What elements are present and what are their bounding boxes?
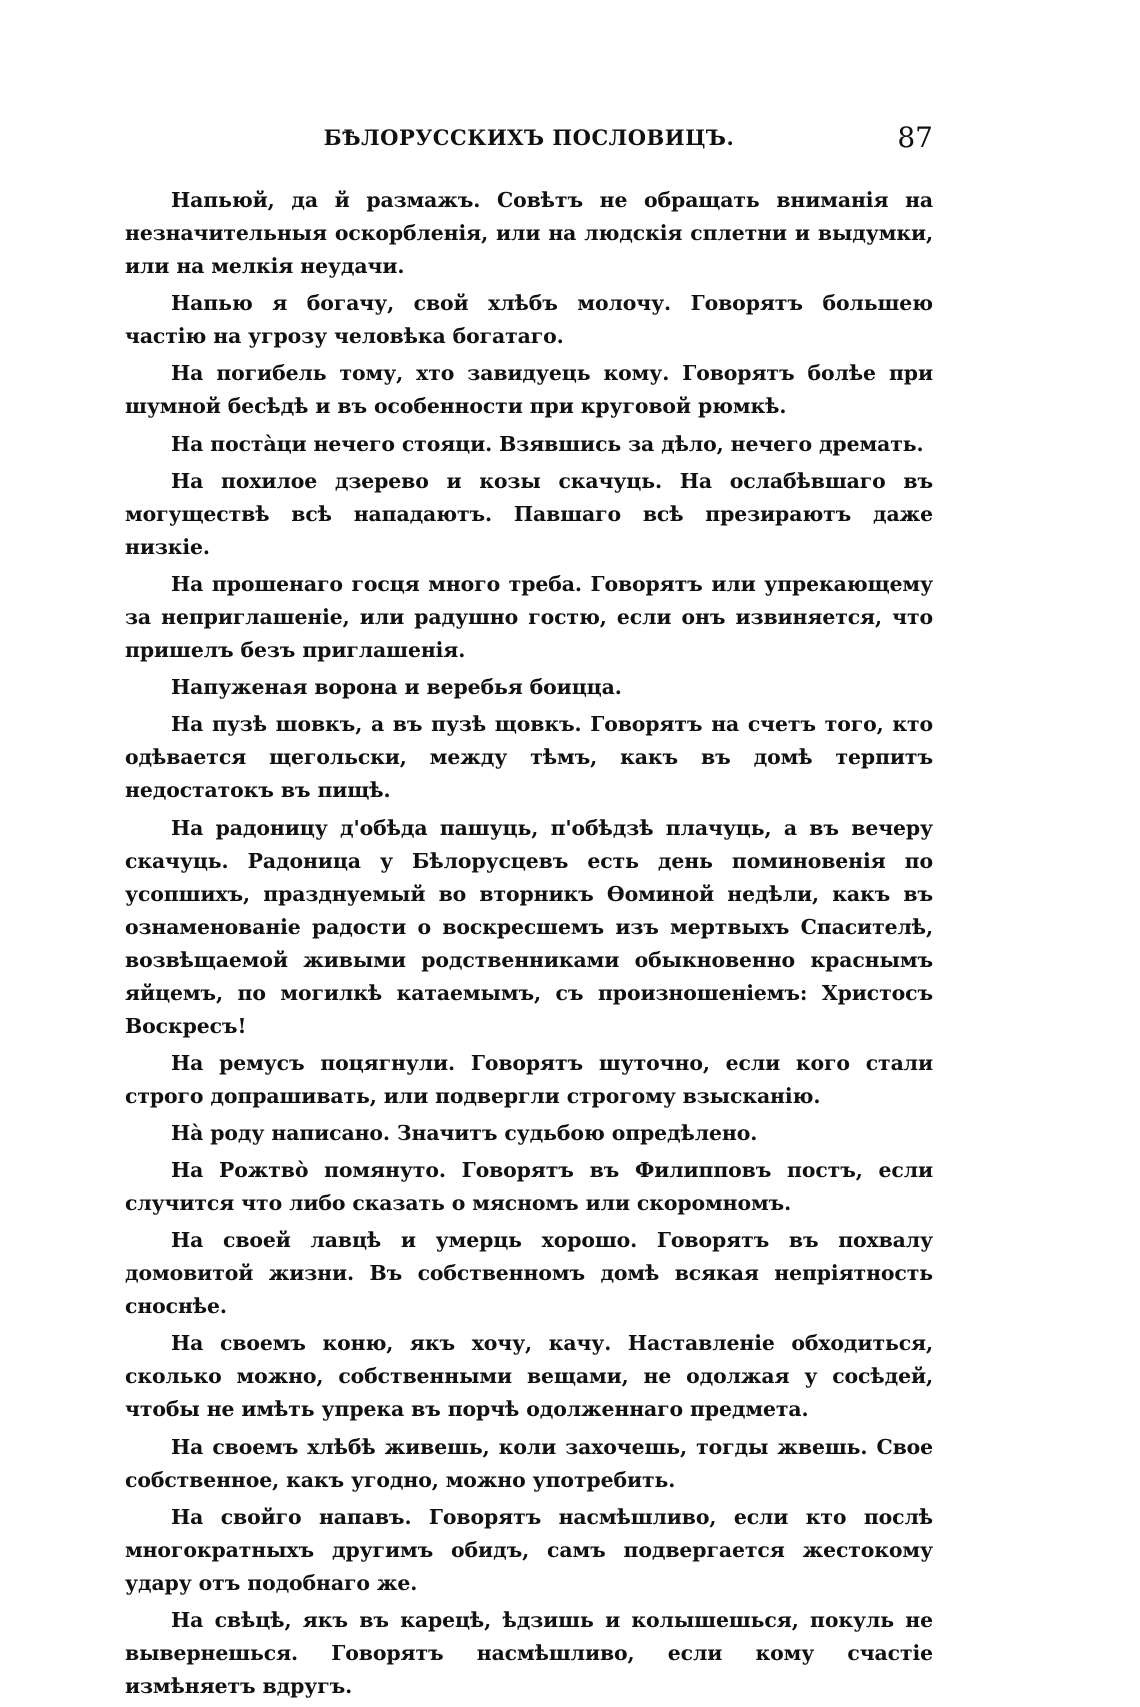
page-number: 87 <box>897 121 933 154</box>
proverb-text: На своемъ хлѣбѣ живешь, коли захочешь, тогды жвешь. <box>171 1434 868 1459</box>
proverb-comment: Радоница у Бѣлорусцевъ есть день поминовенія по усопшихъ, празднуемый во вторникъ Ѳоминой недѣли, какъ въ ознаменованіе радости о воскресшемъ изъ мертвыхъ Спасителѣ, возвѣщаемой живыми родственниками обыкновенно краснымъ яйцемъ, по могилкѣ катаемымъ, съ произношеніемъ: Христосъ Воскресъ! <box>125 848 933 1038</box>
proverb-entry <box>125 428 933 461</box>
proverb-text: На своей лавцѣ и умерць хорошо. <box>171 1228 638 1253</box>
proverb-entry <box>125 671 933 704</box>
proverb-text: На постàци нечего стояци. <box>171 431 493 456</box>
proverb-entry <box>125 184 933 283</box>
proverb-entry <box>125 568 933 667</box>
proverb-comment: На ослабѣвшаго въ могуществѣ всѣ нападаютъ. Павшаго всѣ презираютъ даже низкіе. <box>125 468 934 559</box>
proverb-entry <box>125 1224 933 1323</box>
proverb-text: Напуженая ворона и веребья боицца. <box>171 675 622 700</box>
proverb-comment: Свое собственное, какъ угодно, можно употребить. <box>125 1434 934 1492</box>
proverb-entry <box>125 1327 933 1426</box>
proverb-comment: Наставленіе обходиться, сколько можно, собственными вещами, не одолжая у сосѣдей, чтобы не имѣть упрека въ порчѣ одолженнаго предмета. <box>125 1331 933 1422</box>
proverb-comment: Говорятъ болѣе при шумной бесѣдѣ и въ особенности при круговой рюмкѣ. <box>125 361 933 419</box>
proverb-text: На своемъ коню, якъ хочу, качу. <box>171 1331 612 1356</box>
proverb-entry <box>125 1047 933 1113</box>
proverb-comment: Говорятъ на счетъ того, кто одѣвается щегольски, между тѣмъ, какъ въ домѣ терпитъ недостатокъ въ пищѣ. <box>125 712 934 803</box>
proverb-text: На погибель тому, хто завидуець кому. <box>171 361 670 386</box>
proverb-comment: Говорятъ насмѣшливо, если кто послѣ многократныхъ другимъ обидъ, самъ подвергается жестокому удару отъ подобнаго же. <box>125 1504 934 1595</box>
proverb-text: На радоницу д'обѣда пашуць, п'обѣдзѣ плачуць, а въ вечеру скачуць. <box>125 815 933 873</box>
proverb-text: На ремусъ поцягнули. <box>171 1050 456 1075</box>
proverb-entry <box>125 357 933 423</box>
proverb-text: Напью я богачу, свой хлѣбъ молочу. <box>171 291 672 316</box>
proverb-entry <box>125 1431 933 1497</box>
proverb-comment: Говорятъ шуточно, если кого стали строго допрашивать, или подвергли строгому взысканію. <box>125 1050 933 1108</box>
proverb-text: На пузѣ шовкъ, а въ пузѣ щовкъ. <box>171 712 582 737</box>
proverb-text: На свойго напавъ. <box>171 1504 412 1529</box>
proverb-list <box>125 184 933 1707</box>
running-head <box>125 118 933 158</box>
proverb-entry <box>125 1117 933 1150</box>
proverb-comment: Говорятъ въ похвалу домовитой жизни. Въ собственномъ домѣ всякая непріятность сноснѣе. <box>125 1228 934 1319</box>
proverb-comment: Говорятъ большею частію на угрозу человѣка богатаго. <box>125 291 933 349</box>
proverb-entry <box>125 1154 933 1220</box>
proverb-entry <box>125 708 933 807</box>
proverb-text: На свѣцѣ, якъ въ карецѣ, ѣдзишь и колышешься, покуль не вывернешься. <box>125 1608 933 1665</box>
proverb-comment: Говорятъ насмѣшливо, если кому счастіе измѣняетъ вдругъ. <box>125 1641 934 1698</box>
proverb-entry <box>125 465 933 564</box>
proverb-comment: Взявшись за дѣло, нечего дремать. <box>499 431 924 456</box>
proverb-comment: Совѣтъ не обращать вниманія на незначительныя оскорбленія, или на людскія сплетни и выдумки, или на мелкія неудачи. <box>125 188 934 278</box>
proverb-entry <box>125 1501 933 1600</box>
proverb-text: На Рожтвò помянуто. <box>171 1158 446 1183</box>
proverb-comment: Говорятъ въ Филипповъ постъ, если случится что либо сказать о мясномъ или скоромномъ. <box>125 1158 933 1216</box>
proverb-entry <box>125 287 933 353</box>
proverb-text: Нà роду написано. <box>171 1120 390 1145</box>
proverb-comment: Говорятъ или упрекающему за неприглашеніе, или радушно гостю, если онъ извиняется, что пришелъ безъ приглашенія. <box>125 571 934 662</box>
proverb-text: Напьюй, да й размажъ. <box>171 188 481 212</box>
proverb-entry <box>125 1604 933 1703</box>
proverb-text: На прошенаго госця много треба. <box>171 571 582 596</box>
proverb-text: На похилое дзерево и козы скачуць. <box>171 468 662 493</box>
running-title: БѢЛОРУССКИХЪ ПОСЛОВИЦЪ. <box>323 125 735 150</box>
proverb-comment: Значитъ судьбою опредѣлено. <box>396 1120 758 1145</box>
proverb-entry <box>125 812 933 1043</box>
